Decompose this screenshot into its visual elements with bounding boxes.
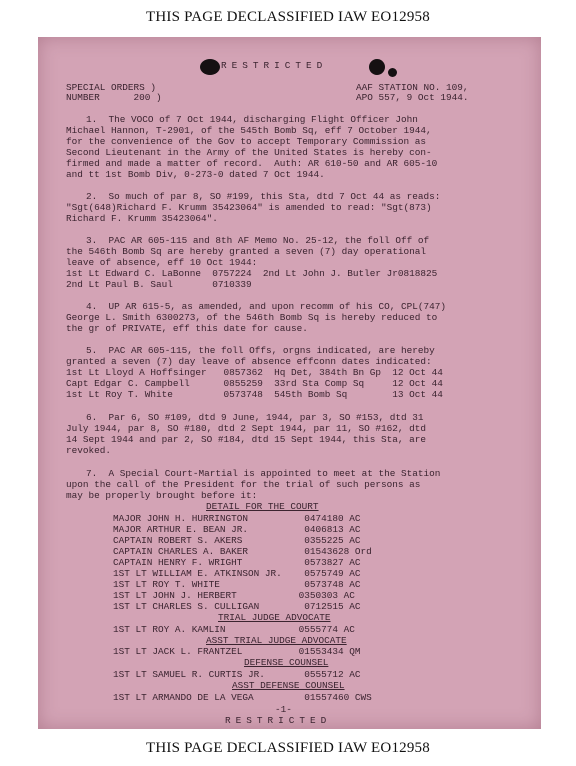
court-member: 1ST LT WILLIAM E. ATKINSON JR. 0575749 AC [113,568,361,579]
redaction-blot-left [200,59,220,75]
asst-trial-judge-advocate-heading: ASST TRIAL JUDGE ADVOCATE [206,635,347,646]
para3-officers-row1: 1st Lt Edward C. LaBonne 0757224 2nd Lt John J. Butler Jr0818825 [66,268,438,279]
para3-line3: leave of absence, eff 10 Oct 1944: [66,257,258,268]
para6-line1: 6. Par 6, SO #109, dtd 9 June, 1944, par 3, SO #153, dtd 31 [86,412,424,423]
para1-line3: for the convenience of the Gov to accept Temporary Commission as [66,136,427,147]
defense-counsel-heading: DEFENSE COUNSEL [244,657,329,668]
declassified-banner-top: THIS PAGE DECLASSIFIED IAW EO12958 [146,9,430,25]
para1-line2: Michael Hannon, T-2901, of the 545th Bomb Sq, eff 7 October 1944, [66,125,432,136]
para4-line3: the gr of PRIVATE, eff this date for cause. [66,323,308,334]
page-number: -1- [275,704,292,715]
court-member: 1ST LT ROY T. WHITE 0573748 AC [113,579,361,590]
para2-line1: 2. So much of par 8, SO #199, this Sta, dtd 7 Oct 44 as reads: [86,191,441,202]
para4-line2: George L. Smith 6300273, of the 546th Bomb Sq is hereby reduced to [66,312,438,323]
declassified-banner-bottom: THIS PAGE DECLASSIFIED IAW EO12958 [146,740,430,756]
court-detail-heading: DETAIL FOR THE COURT [206,501,319,512]
para1-line4: Second Lieutenant in the Army of the United States is hereby con- [66,147,432,158]
para5-table-row1: 1st Lt Lloyd A Hoffsinger 0857362 Hq Det, 384th Bn Gp 12 Oct 44 [66,367,443,378]
para5-line1: 5. PAC AR 605-115, the foll Offs, orgns indicated, are hereby [86,345,435,356]
defense-counsel: 1ST LT SAMUEL R. CURTIS JR. 0555712 AC [113,669,361,680]
para7-line3: may be properly brought before it: [66,490,258,501]
redaction-blot-right [369,59,385,75]
para3-officers-row2: 2nd Lt Paul B. Saul 0710339 [66,279,252,290]
document-sheet [38,37,541,729]
orders-number: NUMBER 200 ) [66,92,162,103]
para5-line2: granted a seven (7) day leave of absence effconn dates indicated: [66,356,432,367]
court-member: 1ST LT CHARLES S. CULLIGAN 0712515 AC [113,601,361,612]
classification-top: RESTRICTED [221,60,328,71]
para6-line3: 14 Sept 1944 and par 2, SO #184, dtd 15 Sept 1944, this Sta, are [66,434,427,445]
para4-line1: 4. UP AR 615-5, as amended, and upon recomm of his CO, CPL(747) [86,301,447,312]
para1-line5: firmed and made a matter of record. Auth: AR 610-50 and AR 605-10 [66,158,438,169]
asst-defense-counsel: 1ST LT ARMANDO DE LA VEGA 01557460 CWS [113,692,372,703]
para3-line2: the 546th Bomb Sq are hereby granted a seven (7) day operational [66,246,427,257]
classification-bottom: RESTRICTED [225,715,332,726]
para1-line1: 1. The VOCO of 7 Oct 1944, discharging Flight Officer John [86,114,418,125]
para6-line2: July 1944, par 8, SO #180, dtd 2 Sept 1944, par 11, SO #162, dtd [66,423,427,434]
asst-trial-judge-advocate: 1ST LT JACK L. FRANTZEL 01553434 QM [113,646,361,657]
para7-line1: 7. A Special Court-Martial is appointed to meet at the Station [86,468,441,479]
court-member: 1ST LT JOHN J. HERBERT 0350303 AC [113,590,355,601]
para2-line2: "Sgt(648)Richard F. Krumm 35423064" is amended to read: "Sgt(873) [66,202,432,213]
para2-line3: Richard F. Krumm 35423064". [66,213,218,224]
special-orders-document [38,37,541,729]
para5-table-row3: 1st Lt Roy T. White 0573748 545th Bomb Sq 13 Oct 44 [66,389,443,400]
trial-judge-advocate-heading: TRIAL JUDGE ADVOCATE [218,612,331,623]
court-member: CAPTAIN HENRY F. WRIGHT 0573827 AC [113,557,361,568]
court-member: CAPTAIN CHARLES A. BAKER 01543628 Ord [113,546,372,557]
orders-label: SPECIAL ORDERS ) [66,82,157,93]
trial-judge-advocate: 1ST LT ROY A. KAMLIN 0555774 AC [113,624,355,635]
para6-line4: revoked. [66,445,112,456]
para7-line2: upon the call of the President for the trial of such persons as [66,479,421,490]
asst-defense-counsel-heading: ASST DEFENSE COUNSEL [232,680,345,691]
station-date: APO 557, 9 Oct 1944. [356,92,469,103]
para3-line1: 3. PAC AR 605-115 and 8th AF Memo No. 25-12, the foll Off of [86,235,430,246]
station-name: AAF STATION NO. 109, [356,82,469,93]
redaction-blot-small [388,68,397,77]
court-member: CAPTAIN ROBERT S. AKERS 0355225 AC [113,535,361,546]
para5-table-row2: Capt Edgar C. Campbell 0855259 33rd Sta Comp Sq 12 Oct 44 [66,378,443,389]
court-member: MAJOR JOHN H. HURRINGTON 0474180 AC [113,513,361,524]
para1-line6: and tt 1st Bomb Div, 0-273-0 dated 7 Oct 1944. [66,169,325,180]
court-member: MAJOR ARTHUR E. BEAN JR. 0406813 AC [113,524,361,535]
